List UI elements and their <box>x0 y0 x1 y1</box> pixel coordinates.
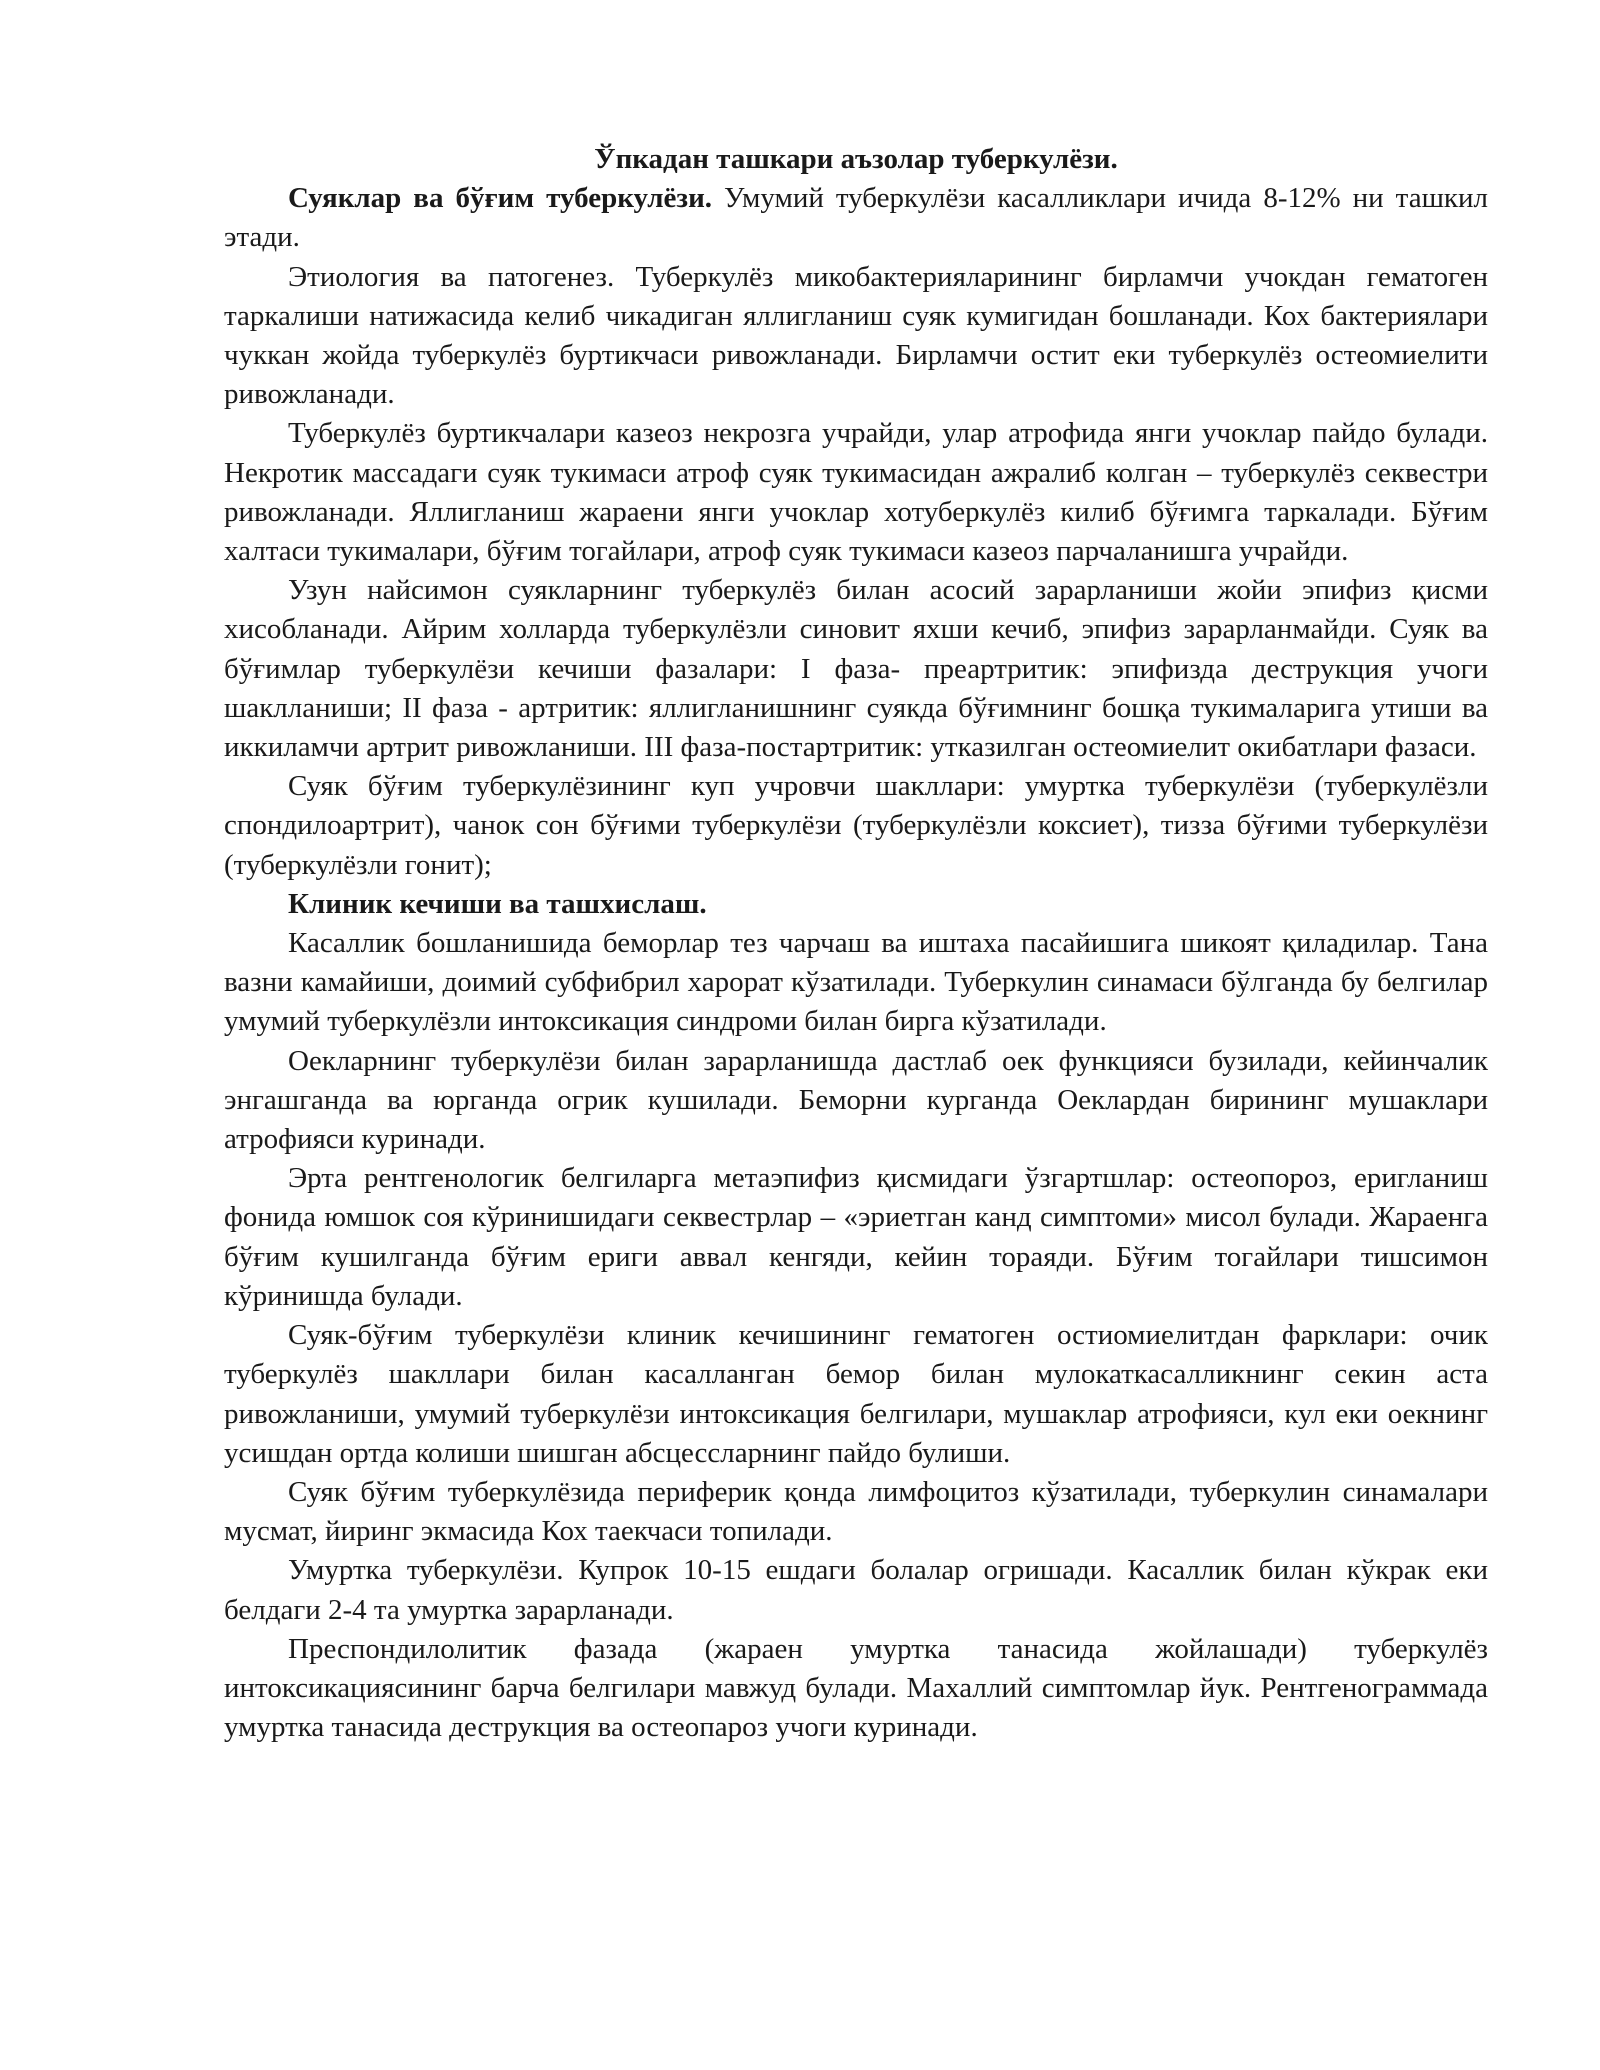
paragraph-bone-joint-intro <box>224 179 1488 257</box>
paragraph-tubercles: Туберкулёз буртикчалари казеоз некрозга учрайди, улар атрофида янги учоклар пайдо булади. Некротик массадаги суяк тукимаси атроф суяк тукимасидан ажралиб колган – туберкулёз секвестри ривожланади. Яллигланиш жараени янги учоклар хотуберкулёз килиб бўғимга таркалади. Бўғим халтаси тукималари, бўғим тогайлари, атроф суяк тукимаси казеоз парчаланишга учрайди. <box>224 417 1488 568</box>
paragraph-xray-signs: Эрта рентгенологик белгиларга метаэпифиз қисмидаги ўзгартшлар: остеопороз, еригланиш фонида юмшок соя кўринишидаги секвестрлар – «эриетган канд симптоми» мисол булади. Жараенга бўғим кушилганда бўғим ериги аввал кенгяди, кейин тораяди. Бўғим тогайлари тишсимон кўринишда булади. <box>224 1162 1488 1312</box>
paragraph-differences: Суяк-бўғим туберкулёзи клиник кечишининг гематоген остиомиелитдан фарклари: очик туберкулёз шакллари билан касалланган бемор билан мулокаткасалликнинг секин аста ривожланиши, умумий туберкулёзи интоксикация белгилари, мушаклар атрофияси, кул еки оекнинг усишдан ортда колиши шишган абсцессларнинг пайдо булиши. <box>224 1319 1488 1469</box>
paragraph-blood: Суяк бўғим туберкулёзида периферик қонда лимфоцитоз кўзатилади, туберкулин синамалари мусмат, йиринг экмасида Кох таекчаси топилади. <box>224 1475 1488 1548</box>
paragraph-prespondylolytic: Преспондилолитик фазада (жараен умуртка танасида жойлашади) туберкулёз интоксикациясининг барча белгилари мавжуд булади. Махаллий симптомлар йук. Рентгенограммада умуртка танасида деструкция ва остеопароз учоги куринади. <box>224 1632 1488 1744</box>
paragraph-common-forms: Суяк бўғим туберкулёзининг куп учровчи шакллари: умуртка туберкулёзи (туберкулёзли спондилоартрит), чанок сон бўғими туберкулёзи (туберкулёзли коксиет), тизза бўғими туберкулёзи (туберкулёзли гонит); <box>224 770 1488 881</box>
paragraph-spine: Умуртка туберкулёзи. Купрок 10-15 ешдаги болалар огришади. Касаллик билан кўкрак еки белдаги 2-4 та умуртка зарарланади. <box>224 1554 1488 1626</box>
paragraph-etiology: Этиология ва патогенез. Туберкулёз микобактерияларининг бирламчи учокдан гематоген таркалиши натижасида келиб чикадиган яллигланиш суяк кумигидан бошланади. Кох бактериялари чуккан жойда туберкулёз буртикчаси ривожланади. Бирламчи остит еки туберкулёз остеомиелити ривожланади. <box>224 260 1488 411</box>
paragraph-onset: Касаллик бошланишида беморлар тез чарчаш ва иштаха пасайишига шикоят қиладилар. Тана вазни камайиши, доимий субфибрил харорат кўзатилади. Туберкулин синамаси бўлганда бу белгилар умумий туберкулёзли интоксикация синдроми билан бирга кўзатилади. <box>224 927 1488 1038</box>
paragraph-legs: Оекларнинг туберкулёзи билан зарарланишда дастлаб оек функцияси бузилади, кейинчалик энгашганда ва юрганда огрик кушилади. Беморни курганда Оеклардан бирининг мушаклари атрофияси куринади. <box>224 1044 1488 1156</box>
paragraph-text: Умумий туберкулёзи касалликлари ичида 8-12% ни ташкил этади. <box>224 182 1488 254</box>
paragraph-long-bones: Узун найсимон суякларнинг туберкулёз билан асосий зарарланиши жойи эпифиз қисми хисобланади. Айрим холларда туберкулёзли синовит яхши кечиб, эпифиз зарарланмайди. Суяк ва бўғимлар туберкулёзи кечиши фазалари: I фаза- преартритик: эпифизда деструкция учоги шаклланиши; II фаза - артритик: яллигланишнинг суякда бўғимнинг бошқа тукималарига утиши ва иккиламчи артрит ривожланиши. III фаза-постартритик: утказилган остеомиелит окибатлари фазаси. <box>224 574 1488 764</box>
document-title: Ўпкадан ташкари аъзолар туберкулёзи. <box>594 143 1118 175</box>
section-heading-clinical: Клиник кечиши ва ташхислаш. <box>288 887 707 920</box>
section-heading-bone-joint: Суяклар ва бўғим туберкулёзи. <box>288 182 713 215</box>
